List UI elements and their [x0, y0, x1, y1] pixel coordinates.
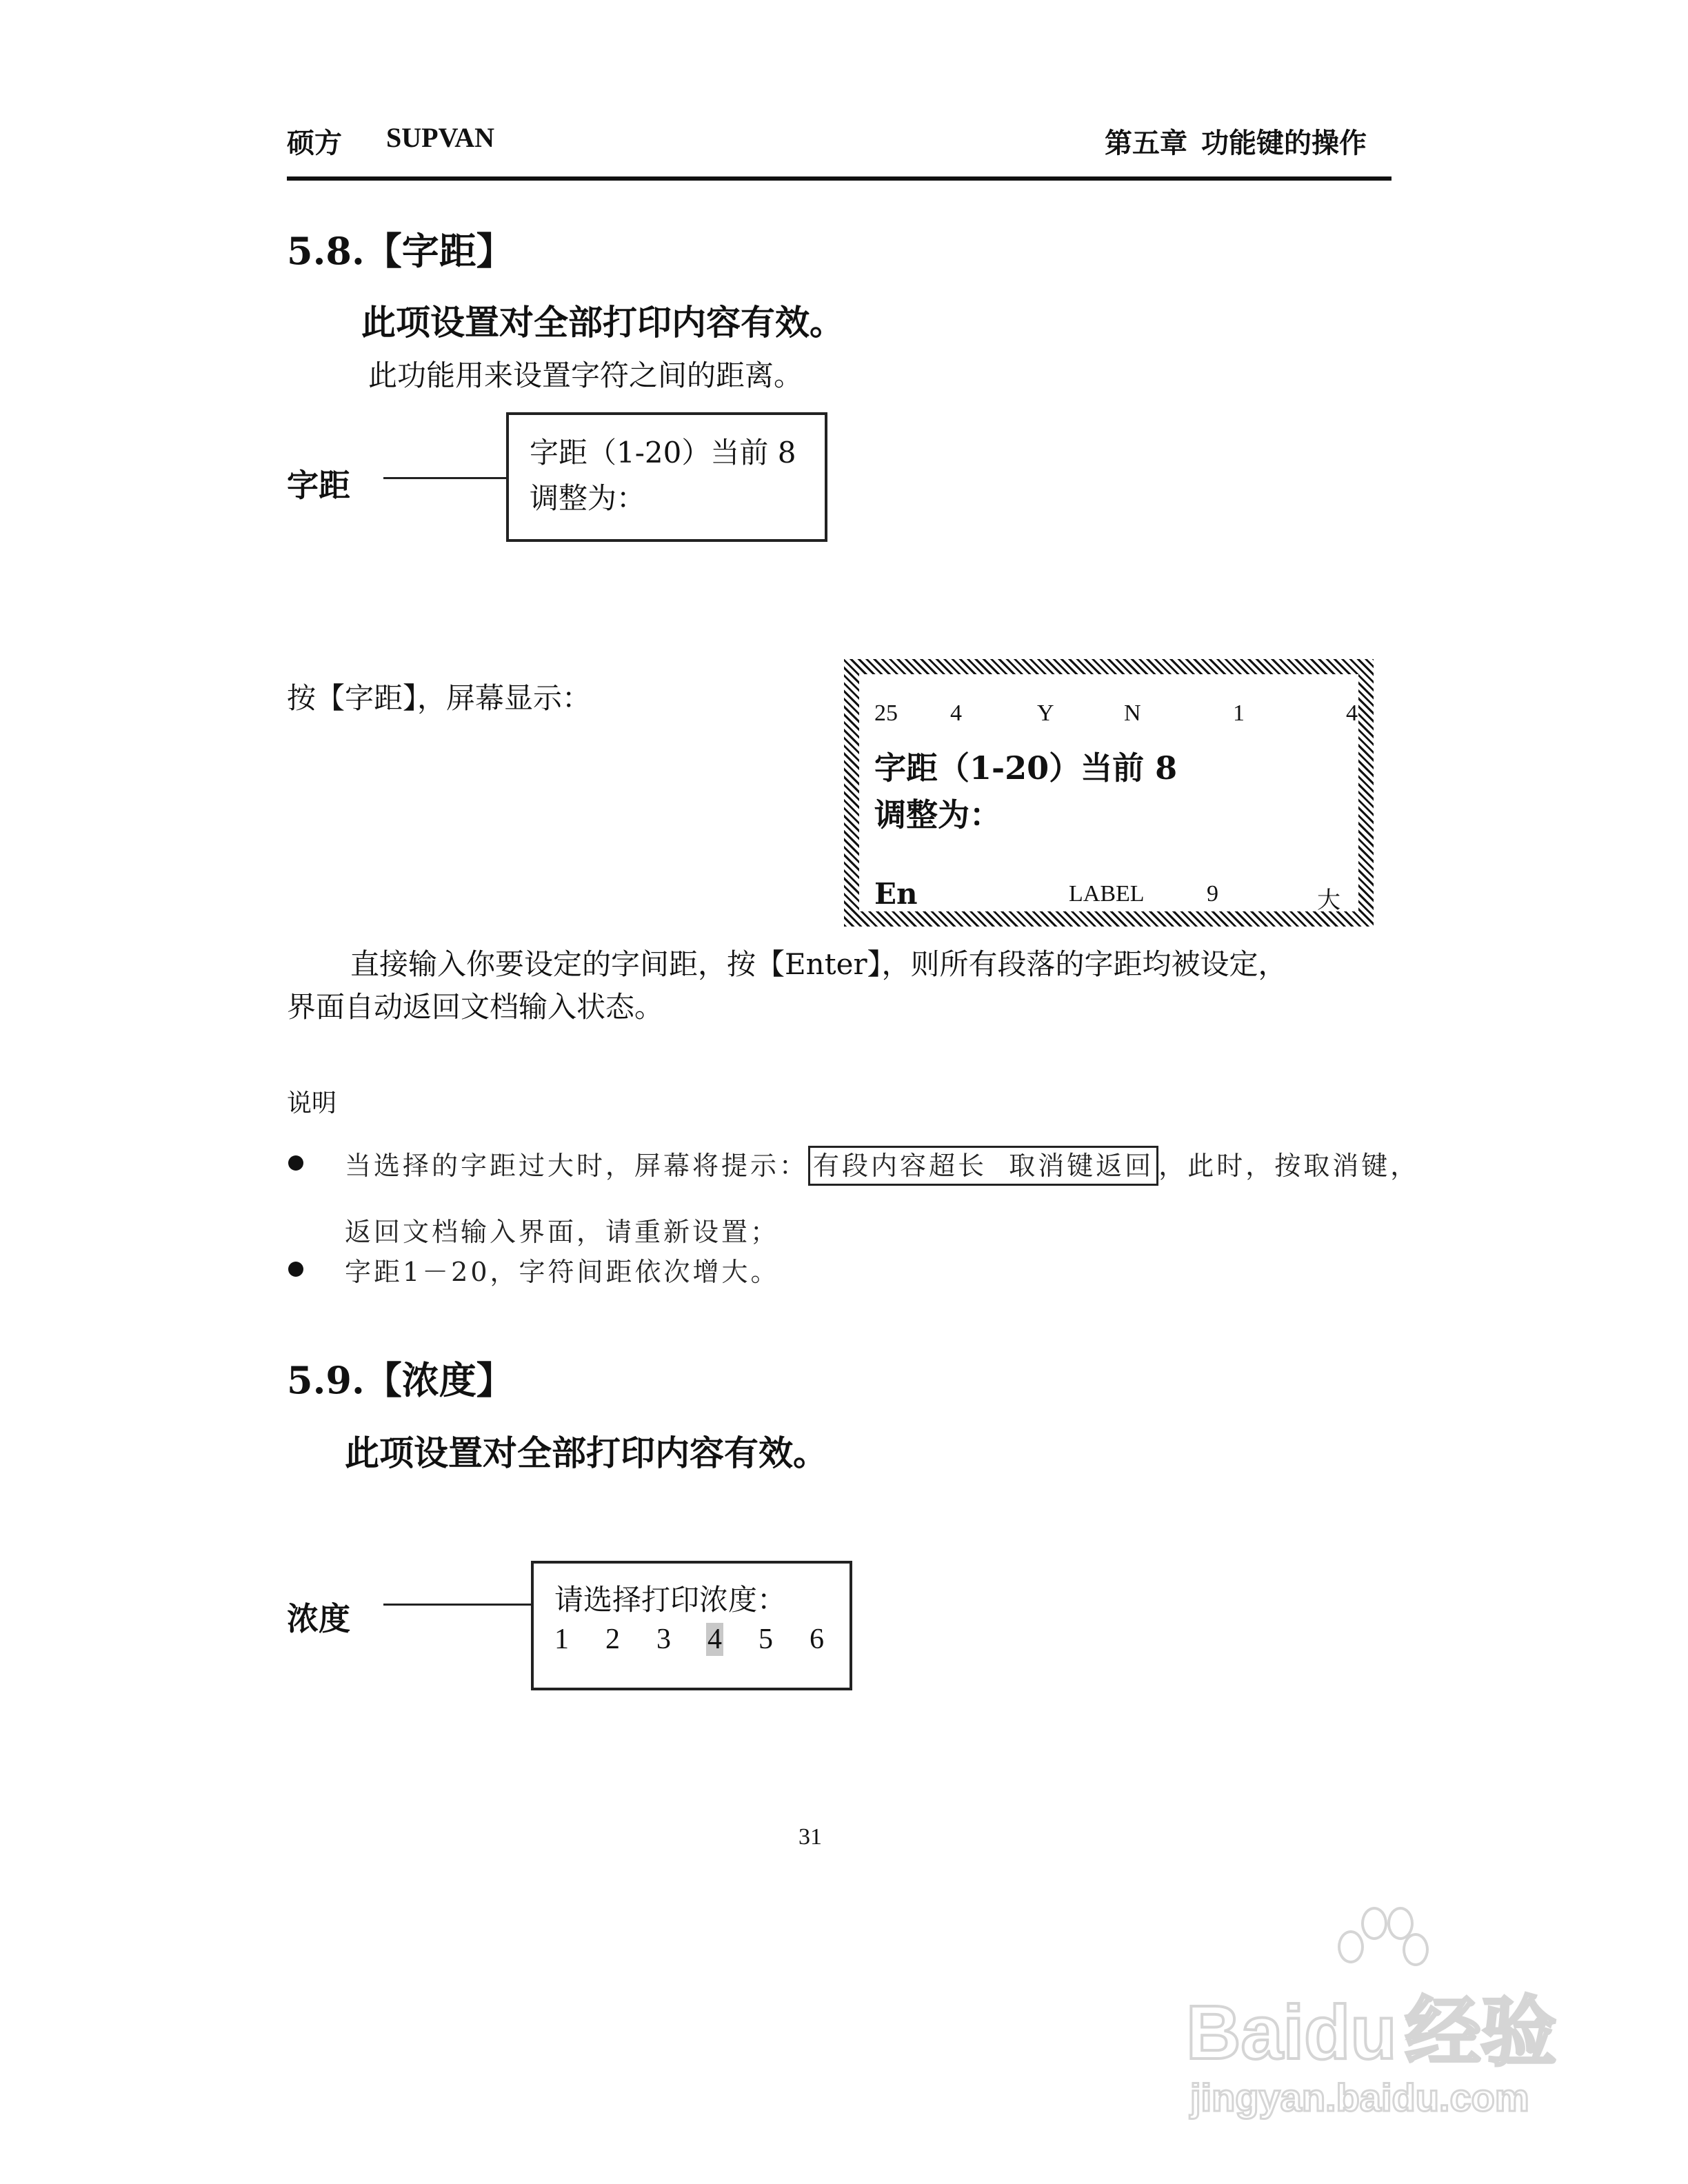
- note1-boxed: 有段内容超长 取消键返回: [808, 1146, 1158, 1186]
- density-level-2: 2: [605, 1624, 620, 1655]
- header-rule: [287, 176, 1391, 181]
- diagram-label-density: 浓度: [287, 1600, 350, 1637]
- header-brand-en: SUPVAN: [386, 122, 495, 153]
- section-desc-5-8: 此功能用来设置字符之间的距离。: [368, 358, 803, 392]
- diagram-connector: [383, 477, 508, 479]
- lcd-bottom-0: LABEL: [1069, 881, 1145, 907]
- lcd-screen: [844, 659, 1374, 927]
- spacing-dialog-line1: 字距（1-20）当前 8: [530, 436, 796, 469]
- lcd-status-bar: [874, 700, 1360, 731]
- density-level-3: 3: [656, 1624, 671, 1655]
- press-instruction: 按【字距】，屏幕显示：: [287, 681, 592, 715]
- diagram-connector: [383, 1604, 532, 1606]
- density-dialog-box: [531, 1561, 852, 1690]
- watermark-brand-en: Baidu: [1186, 1990, 1397, 2075]
- watermark-brand-cn: 经验: [1405, 1990, 1557, 2075]
- lcd-status-0: 25: [874, 700, 898, 726]
- bullet-icon: [288, 1262, 303, 1277]
- lcd-status-4: 1: [1233, 700, 1245, 726]
- paragraph-line1: 直接输入你要设定的字间距，按【Enter】，则所有段落的字距均被设定，: [350, 947, 1287, 981]
- density-level-5: 5: [758, 1624, 773, 1655]
- note1-after: ，此时，按取消键，: [1158, 1151, 1420, 1181]
- lcd-status-2: Y: [1037, 700, 1054, 726]
- density-level-1: 1: [554, 1624, 569, 1655]
- page-number: 31: [798, 1824, 822, 1850]
- header-brand-cn: 硕方: [287, 128, 342, 159]
- lcd-bottom-bar: [1069, 881, 1345, 911]
- note1-line1: [345, 1144, 1419, 1182]
- watermark-url: jingyan.baidu.com: [1190, 2076, 1529, 2119]
- note2: 字距1－20，字符间距依次增大。: [345, 1257, 780, 1287]
- lcd-line1: 字距（1-20）当前 8: [874, 749, 1178, 787]
- diagram-label-spacing: 字距: [287, 467, 350, 504]
- section-title-5-8: 5.8.【字距】: [287, 229, 514, 273]
- paragraph-line2: 界面自动返回文档输入状态。: [287, 990, 664, 1024]
- lcd-mode: En: [874, 877, 918, 911]
- notes-title: 说明: [287, 1089, 337, 1118]
- lcd-status-5: 4: [1346, 700, 1358, 726]
- lcd-line2: 调整为：: [874, 796, 1001, 833]
- lcd-status-1: 4: [950, 700, 962, 726]
- spacing-dialog-line2: 调整为：: [530, 481, 646, 515]
- lcd-status-3: N: [1124, 700, 1141, 726]
- section-title-5-9: 5.9.【浓度】: [287, 1358, 514, 1402]
- section-lead-5-8: 此项设置对全部打印内容有效。: [361, 302, 844, 343]
- header-chapter: 第五章 功能键的操作: [1105, 128, 1367, 159]
- watermark: [1186, 1903, 1572, 2151]
- bullet-icon: [288, 1155, 303, 1171]
- note1-line2: 返回文档输入界面，请重新设置；: [345, 1217, 780, 1247]
- lcd-bottom-1: 9: [1207, 881, 1218, 907]
- density-levels: [554, 1623, 844, 1661]
- watermark-brand: [1186, 1972, 1557, 2081]
- section-lead-5-9: 此项设置对全部打印内容有效。: [345, 1433, 827, 1473]
- note1-before: 当选择的字距过大时，屏幕将提示：: [345, 1151, 809, 1181]
- density-level-6: 6: [810, 1624, 824, 1655]
- density-level-4-selected: 4: [707, 1624, 722, 1655]
- lcd-bottom-2: 大: [1317, 888, 1340, 913]
- spacing-dialog-box: [506, 412, 827, 542]
- density-dialog-line1: 请选择打印浓度：: [554, 1583, 787, 1617]
